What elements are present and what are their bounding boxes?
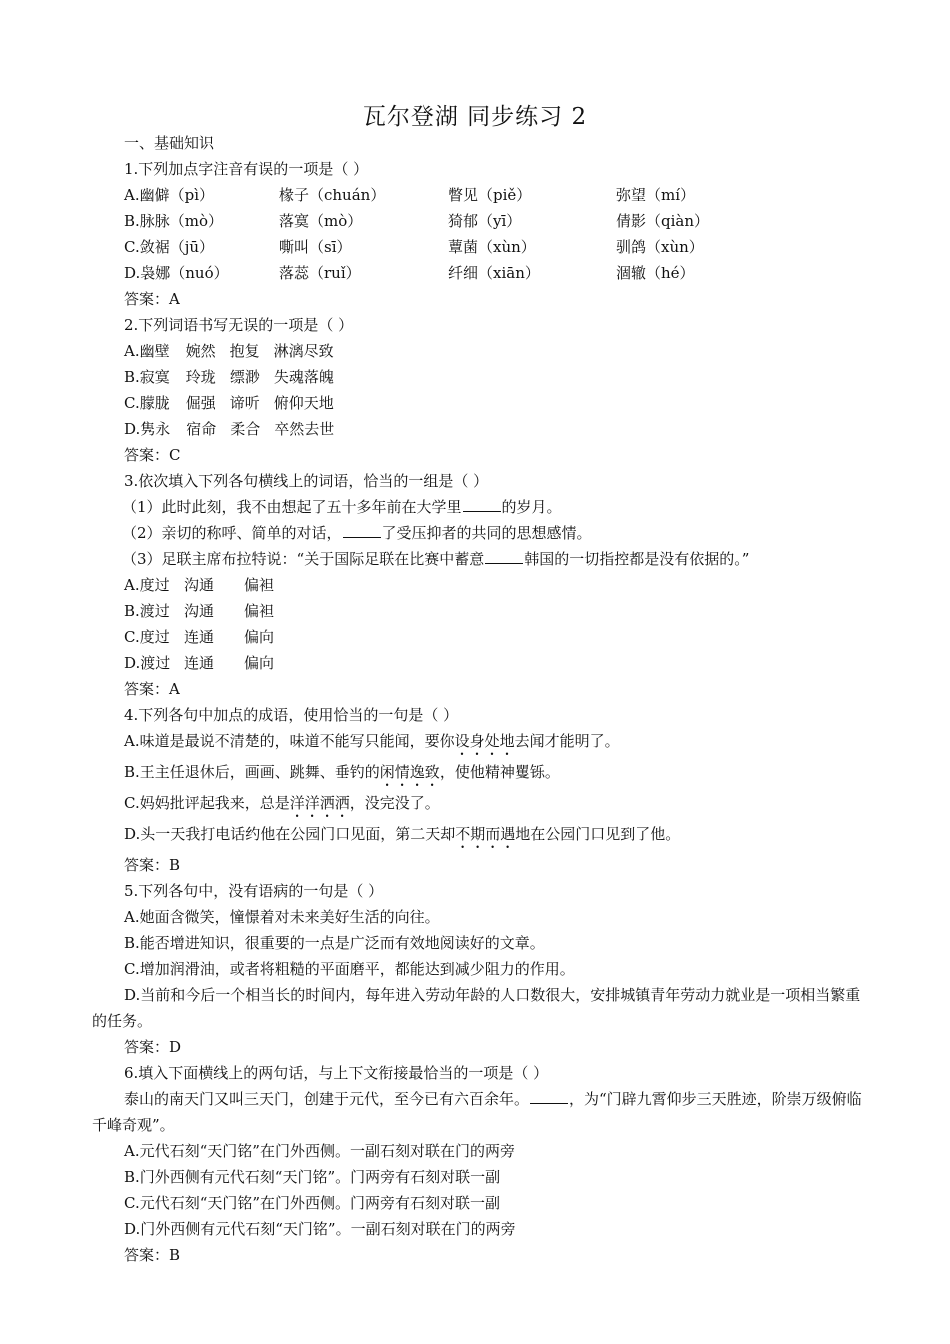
question-2-option-c [92,390,862,416]
question-5-option-a: A.她面含微笑，憧憬着对未来美好生活的向往。 [124,908,440,926]
word: 偏袒 [244,576,275,594]
question-4-option-b [92,759,862,790]
question-4-option-a [92,728,862,759]
word: 淋漓尽致 [273,342,334,360]
sentence-text: （1）此时此刻，我不由想起了五十多年前在大学里 [122,498,462,516]
option-text: D.头一天我打电话约他在公园门口见面，第二天却 [124,825,456,843]
word: 沟通 [184,576,215,594]
question-6-option-d: D.门外西侧有元代石刻“天门铭”。一副石刻对联在门的两旁 [124,1220,516,1238]
question-6-option-a: A.元代石刻“天门铭”在门外西侧。一副石刻对联在门的两旁 [124,1142,515,1160]
question-3-sentence-3 [92,546,862,572]
passage-text: 泰山的南天门又叫三天门，创建于元代，至今已有六百余年。 [124,1090,530,1108]
question-5-option-c: C.增加润滑油，或者将粗糙的平面磨平，都能达到减少阻力的作用。 [124,960,575,978]
question-6-option-c: C.元代石刻“天门铭”在门外西侧。门两旁有石刻对联一副 [124,1194,501,1212]
option-cell: 落寞（mò） [279,212,363,230]
option-text: ，使他精神矍铄。 [439,763,560,781]
option-cell: 弥望（mí） [616,186,696,204]
question-3-option-d [92,650,862,676]
option-text: ，没完没了。 [349,794,440,812]
question-1-option-a [92,182,862,208]
sentence-text: （3）足联主席布拉特说：“关于国际足联在比赛中蓄意 [122,550,485,568]
question-6-answer: 答案：B [124,1246,181,1264]
question-1-option-c [92,234,862,260]
question-1-option-d [92,260,862,286]
word: 抱复 [229,342,260,360]
question-4-option-c [92,790,862,821]
option-cell: 蕈菌（xùn） [448,238,536,256]
option-cell: A.幽僻（pì） [124,186,215,204]
word: 倔强 [185,394,216,412]
fill-blank [343,523,381,538]
question-5-answer: 答案：D [124,1038,182,1056]
option-text: 地在公园门口见到了他。 [515,825,681,843]
question-2-option-b [92,364,862,390]
word: A.度过 [124,576,170,594]
option-cell: C.敛裾（jū） [124,238,215,256]
option-cell: D.袅娜（nuó） [124,264,229,282]
option-cell: 驯鸽（xùn） [616,238,704,256]
question-6-stem: 6.填入下面横线上的两句话，与上下文衔接最恰当的一项是（ ） [124,1064,549,1082]
word: A.幽壁 [124,342,170,360]
question-3-option-c [92,624,862,650]
fill-blank [485,549,523,564]
sentence-text: 韩国的一切指控都是没有依据的。” [524,550,750,568]
passage-text: ，为“门辟九霄仰步三天胜迹，阶崇万级俯临千峰奇观”。 [92,1090,862,1134]
question-1-answer: 答案：A [124,290,180,308]
word: D.隽永 [124,420,171,438]
word: C.度过 [124,628,170,646]
question-4-answer: 答案：B [124,856,181,874]
question-3-option-b [92,598,862,624]
word: 缥渺 [229,368,260,386]
option-cell: 倩影（qiàn） [616,212,710,230]
fill-blank [463,497,501,512]
option-cell: B.脉脉（mò） [124,212,224,230]
question-5-option-b: B.能否增进知识，很重要的一点是广泛而有效地阅读好的文章。 [124,934,545,952]
word: 婉然 [185,342,216,360]
word: 连通 [184,654,215,672]
question-3-sentence-2 [92,520,862,546]
option-text: C.妈妈批评起我来，总是 [124,794,290,812]
option-text: B.王主任退休后，画画、跳舞、垂钓的 [124,763,380,781]
question-6-option-b: B.门外西侧有元代石刻“天门铭”。门两旁有石刻对联一副 [124,1168,501,1186]
question-5-option-d: D.当前和今后一个相当长的时间内，每年进入劳动年龄的人口数很大，安排城镇青年劳动力就业是一项相当繁重的任务。 [92,986,861,1030]
option-text: A.味道是最说不清楚的，味道不能写只能闻，要你 [124,732,455,750]
question-2-stem: 2.下列词语书写无误的一项是（ ） [124,316,354,334]
question-2-option-a [92,338,862,364]
question-1-option-b [92,208,862,234]
word: B.寂寞 [124,368,170,386]
dotted-idiom: 闲情逸致 [379,763,440,781]
sentence-text: （2）亲切的称呼、简单的对话， [122,524,342,542]
question-3-answer: 答案：A [124,680,180,698]
question-3-option-a [92,572,862,598]
question-3-stem: 3.依次填入下列各句横线上的词语，恰当的一组是（ ） [124,472,489,490]
word: 失魂落魄 [273,368,334,386]
word: 偏向 [244,654,275,672]
sentence-text: 了受压抑者的共同的思想感情。 [381,524,592,542]
word: 沟通 [184,602,215,620]
question-2-option-d [92,416,862,442]
word: 柔合 [230,420,261,438]
word: B.渡过 [124,602,170,620]
option-cell: 落蕊（ruǐ） [279,264,361,282]
dotted-idiom: 不期而遇 [455,825,516,843]
word: C.朦胧 [124,394,170,412]
word: 偏袒 [244,602,275,620]
option-text: 去闻才能明了。 [514,732,620,750]
word: 偏向 [244,628,275,646]
word: D.渡过 [124,654,171,672]
option-cell: 嘶叫（sī） [279,238,352,256]
question-4-stem: 4.下列各句中加点的成语，使用恰当的一句是（ ） [124,706,459,724]
word: 连通 [184,628,215,646]
sentence-text: 的岁月。 [501,498,562,516]
word: 谛听 [229,394,260,412]
word: 俯仰天地 [273,394,334,412]
fill-blank [530,1089,568,1104]
section-heading: 一、基础知识 [124,134,215,152]
question-4-option-d [92,821,862,852]
word: 宿命 [186,420,217,438]
document-title: 瓦尔登湖 同步练习 2 [362,104,588,130]
question-2-answer: 答案：C [124,446,181,464]
document-body [92,130,862,1268]
word: 玲珑 [185,368,216,386]
question-5-stem: 5.下列各句中，没有语病的一句是（ ） [124,882,384,900]
option-cell: 椽子（chuán） [279,186,386,204]
option-cell: 纤细（xiān） [448,264,540,282]
option-cell: 猗郁（yī） [448,212,522,230]
question-1-stem: 1.下列加点字注音有误的一项是（ ） [124,160,369,178]
dotted-idiom: 洋洋洒洒 [289,794,350,812]
question-3-sentence-1 [92,494,862,520]
question-6-passage [92,1086,862,1138]
option-cell: 涸辙（hé） [616,264,695,282]
dotted-idiom: 设身处地 [454,732,515,750]
word: 卒然去世 [274,420,335,438]
option-cell: 瞥见（piě） [448,186,532,204]
